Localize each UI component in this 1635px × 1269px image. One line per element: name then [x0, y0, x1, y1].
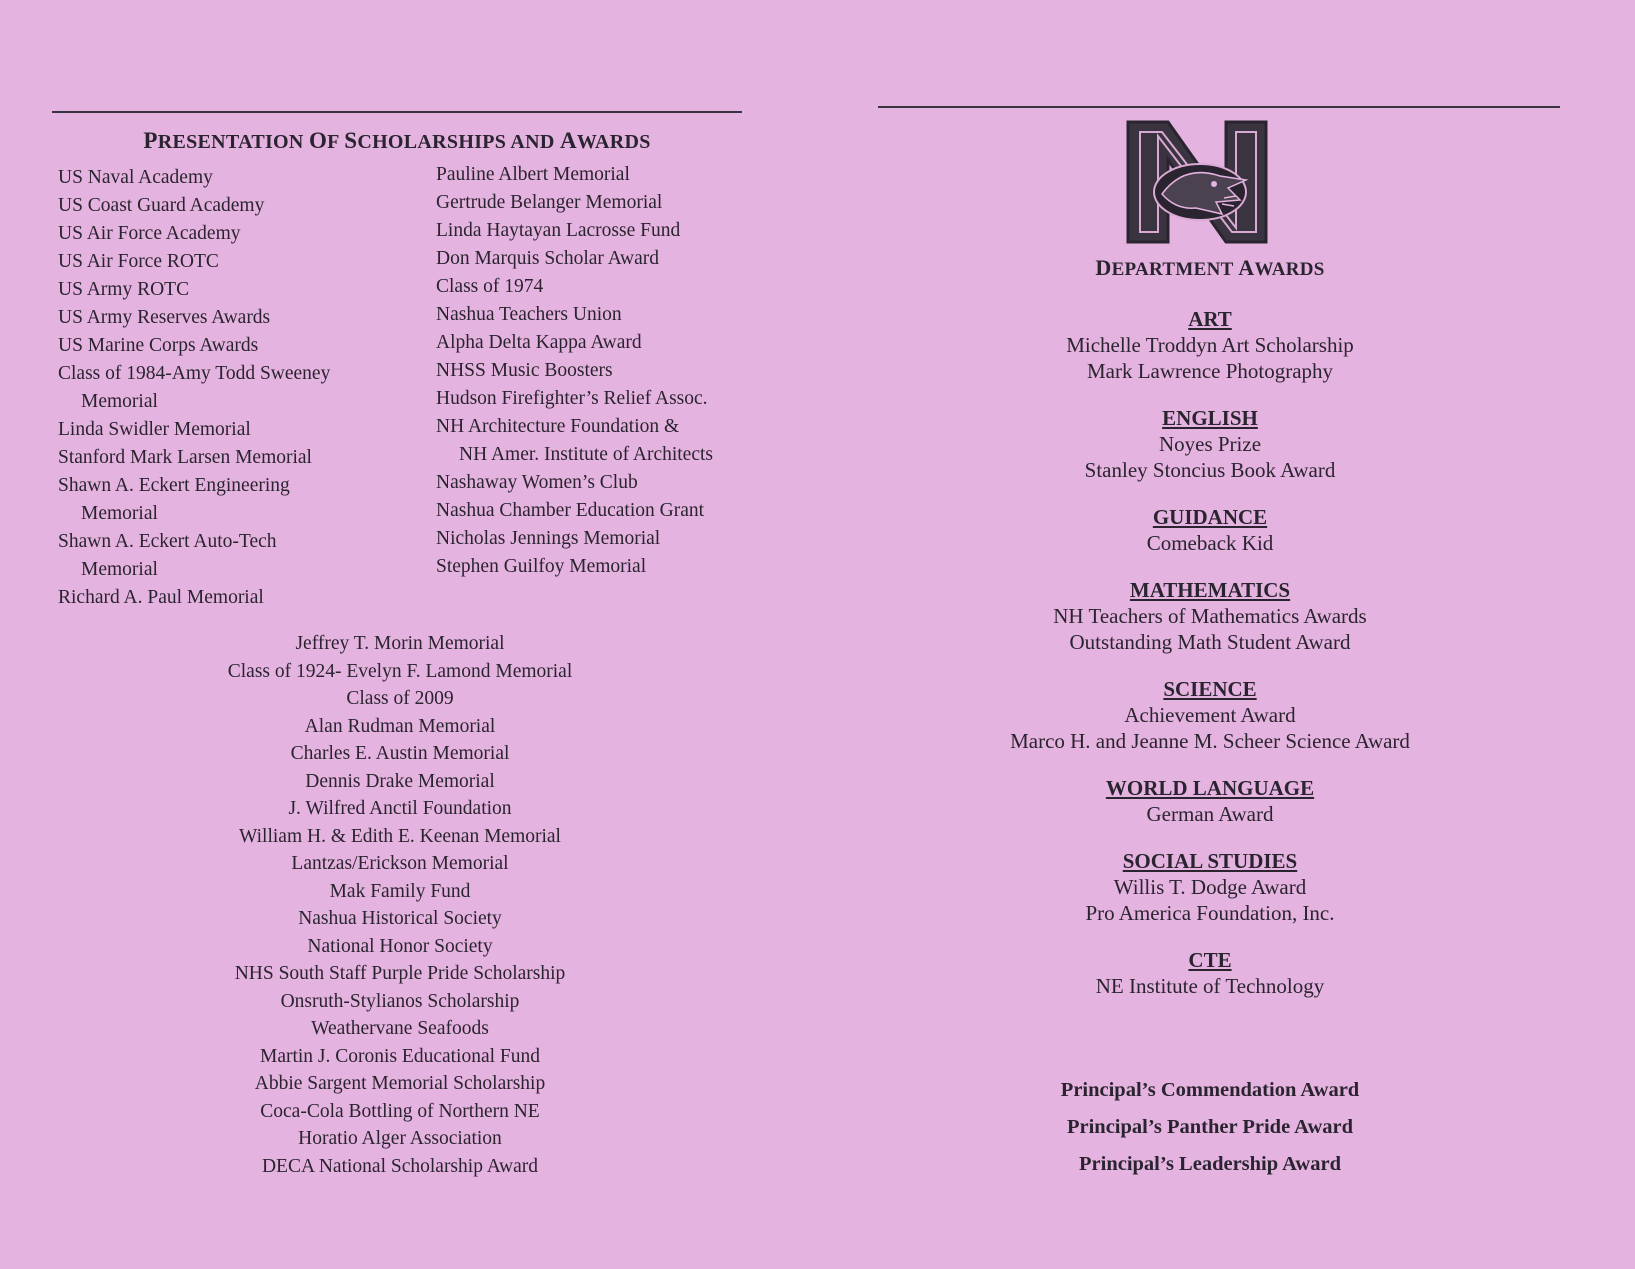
- list-item: Class of 1924- Evelyn F. Lamond Memorial: [227, 660, 573, 682]
- department-heading: GUIDANCE: [1152, 505, 1268, 529]
- list-item: NHSS Music Boosters: [436, 360, 613, 381]
- award-item: Comeback Kid: [1146, 531, 1274, 555]
- list-item: Hudson Firefighter’s Relief Assoc.: [436, 388, 708, 409]
- list-item: Jeffrey T. Morin Memorial: [295, 633, 505, 654]
- scholarship-column-b: [436, 161, 756, 581]
- list-item: US Air Force Academy: [58, 223, 241, 244]
- list-item: Coca-Cola Bottling of Northern NE: [260, 1100, 540, 1122]
- department-awards-list: [900, 306, 1520, 1020]
- list-item: DECA National Scholarship Award: [261, 1155, 539, 1177]
- department-section-art: [900, 306, 1520, 384]
- list-item: Charles E. Austin Memorial: [290, 743, 510, 764]
- department-section-english: [900, 405, 1520, 483]
- list-item: US Army Reserves Awards: [58, 307, 271, 328]
- principal-award-item: Principal’s Panther Pride Award: [1066, 1116, 1354, 1138]
- list-item: Onsruth-Stylianos Scholarship: [280, 990, 520, 1012]
- list-item: Class of 1984-Amy Todd Sweeney: [58, 363, 331, 384]
- department-awards-title: DEPARTMENT AWARDS: [1095, 255, 1325, 280]
- list-item: NH Architecture Foundation &: [436, 416, 680, 437]
- award-item: Marco H. and Jeanne M. Scheer Science Award: [1010, 729, 1410, 753]
- list-item: NHS South Staff Purple Pride Scholarship: [234, 963, 566, 984]
- department-section-cte: [900, 947, 1520, 999]
- list-item: Linda Haytayan Lacrosse Fund: [436, 220, 681, 241]
- department-heading: SCIENCE: [1163, 677, 1257, 701]
- department-section-world-language: [900, 775, 1520, 827]
- list-item: Alan Rudman Memorial: [304, 715, 496, 737]
- list-item: Stanford Mark Larsen Memorial: [58, 447, 312, 468]
- list-item: US Marine Corps Awards: [58, 335, 259, 356]
- department-section-guidance: [900, 504, 1520, 556]
- scholarship-column-a: [58, 164, 418, 612]
- department-heading: ENGLISH: [1162, 406, 1258, 430]
- list-item: Nashua Chamber Education Grant: [436, 500, 705, 521]
- panther-n-logo-icon: [1124, 118, 1270, 246]
- list-item: Shawn A. Eckert Engineering: [58, 475, 290, 496]
- award-item: Michelle Troddyn Art Scholarship: [1066, 333, 1354, 357]
- list-item: Weathervane Seafoods: [311, 1018, 489, 1039]
- department-section-science: [900, 676, 1520, 754]
- award-item: Willis T. Dodge Award: [1113, 875, 1307, 899]
- list-item: Nashua Historical Society: [298, 908, 502, 929]
- department-section-social-studies: [900, 848, 1520, 926]
- list-item: Class of 2009: [346, 688, 454, 709]
- scholarships-title: PRESENTATION OF SCHOLARSHIPS AND AWARDS: [143, 128, 651, 153]
- list-item: Shawn A. Eckert Auto-Tech: [58, 531, 277, 552]
- department-section-mathematics: [900, 577, 1520, 655]
- list-item: Mak Family Fund: [329, 880, 471, 902]
- list-item: NH Amer. Institute of Architects: [459, 444, 713, 465]
- right-divider: [878, 106, 1560, 108]
- list-item: Memorial: [81, 559, 158, 580]
- department-heading: CTE: [1188, 948, 1232, 972]
- award-item: German Award: [1146, 802, 1274, 826]
- list-item: US Coast Guard Academy: [58, 195, 265, 216]
- principal-awards: [900, 1072, 1520, 1183]
- award-item: Outstanding Math Student Award: [1069, 630, 1351, 654]
- list-item: Stephen Guilfoy Memorial: [436, 556, 647, 577]
- list-item: Lantzas/Erickson Memorial: [291, 853, 509, 874]
- award-item: NE Institute of Technology: [1095, 974, 1325, 998]
- list-item: J. Wilfred Anctil Foundation: [288, 798, 512, 819]
- list-item: National Honor Society: [307, 935, 493, 957]
- department-heading: ART: [1188, 307, 1232, 331]
- award-item: Noyes Prize: [1158, 432, 1262, 456]
- department-heading: SOCIAL STUDIES: [1122, 849, 1298, 873]
- list-item: Nashaway Women’s Club: [436, 472, 638, 493]
- list-item: Martin J. Coronis Educational Fund: [259, 1045, 541, 1067]
- award-item: Pro America Foundation, Inc.: [1085, 901, 1335, 925]
- list-item: Pauline Albert Memorial: [436, 164, 630, 185]
- list-item: US Army ROTC: [58, 279, 190, 300]
- list-item: Nicholas Jennings Memorial: [436, 528, 661, 549]
- list-item: Class of 1974: [436, 276, 544, 297]
- award-item: Achievement Award: [1124, 703, 1296, 727]
- award-item: NH Teachers of Mathematics Awards: [1053, 604, 1367, 628]
- list-item: Richard A. Paul Memorial: [58, 587, 264, 608]
- left-divider: [52, 111, 742, 113]
- list-item: Don Marquis Scholar Award: [436, 248, 659, 269]
- scholarship-column-centered: [120, 630, 680, 1180]
- list-item: Gertrude Belanger Memorial: [436, 192, 663, 213]
- principal-award-item: Principal’s Commendation Award: [1060, 1079, 1360, 1101]
- list-item: Linda Swidler Memorial: [58, 419, 251, 440]
- list-item: US Naval Academy: [58, 167, 213, 188]
- department-heading: MATHEMATICS: [1129, 578, 1291, 602]
- list-item: William H. & Edith E. Keenan Memorial: [239, 825, 561, 847]
- list-item: Horatio Alger Association: [298, 1128, 502, 1149]
- list-item: Memorial: [81, 391, 158, 412]
- award-item: Stanley Stoncius Book Award: [1084, 458, 1336, 482]
- list-item: US Air Force ROTC: [58, 251, 219, 272]
- award-item: Mark Lawrence Photography: [1086, 359, 1334, 383]
- list-item: Nashua Teachers Union: [436, 304, 622, 325]
- list-item: Abbie Sargent Memorial Scholarship: [254, 1073, 546, 1094]
- department-heading: WORLD LANGUAGE: [1105, 776, 1315, 800]
- list-item: Dennis Drake Memorial: [305, 770, 495, 792]
- list-item: Alpha Delta Kappa Award: [436, 332, 642, 353]
- principal-award-item: Principal’s Leadership Award: [1079, 1153, 1341, 1175]
- list-item: Memorial: [81, 503, 158, 524]
